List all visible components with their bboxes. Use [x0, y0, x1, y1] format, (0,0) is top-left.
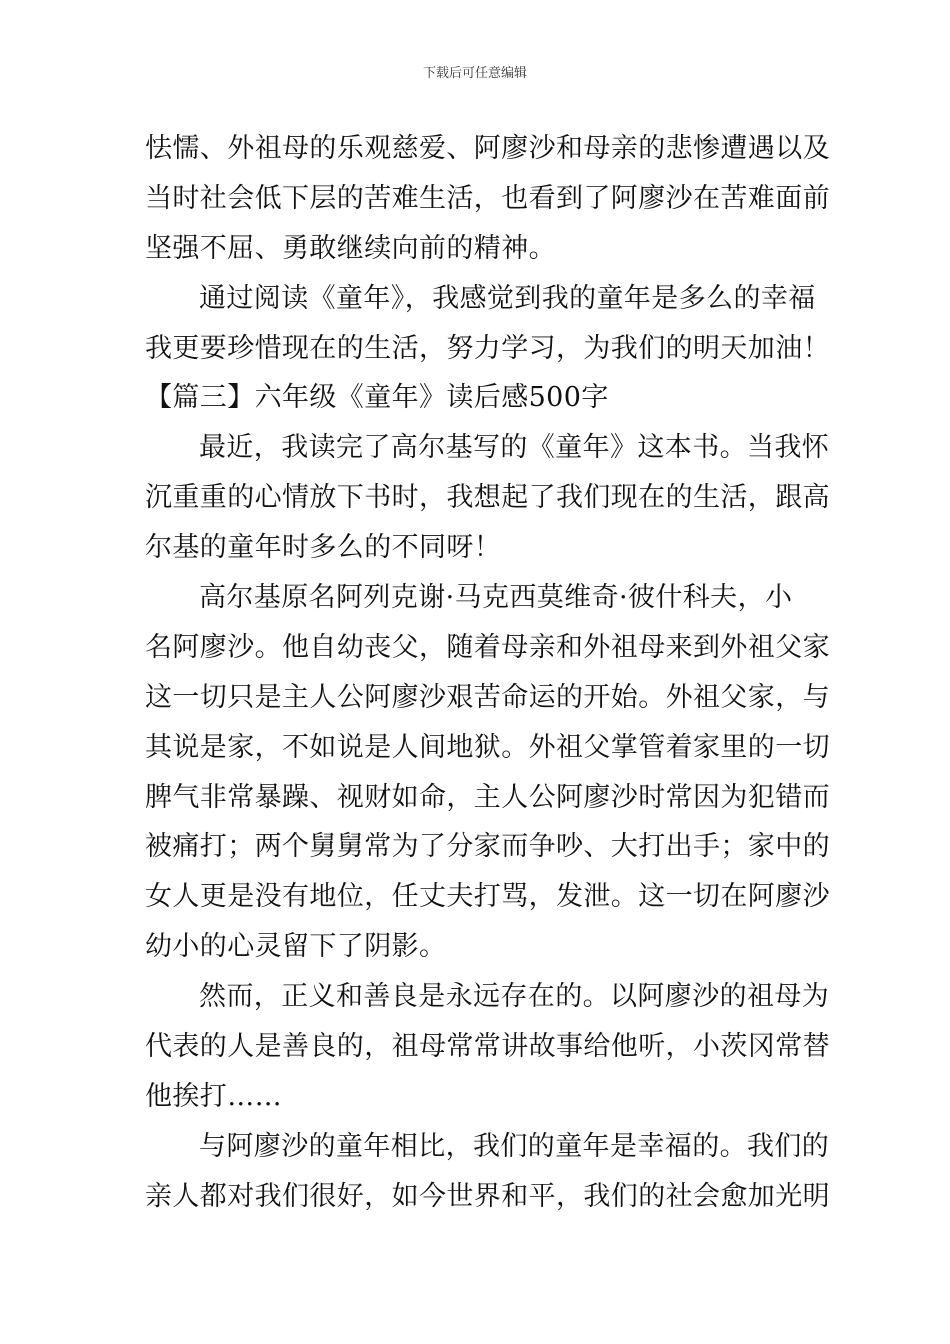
text-line: 【篇三】六年级《童年》读后感500字 — [145, 382, 609, 414]
text-line: 代表的人是善良的，祖母常常讲故事给他听，小茨冈常替 — [145, 1031, 830, 1063]
text-line: 通过阅读《童年》，我感觉到我的童年是多么的幸福 — [199, 282, 816, 314]
text-line: 最近，我读完了高尔基写的《童年》这本书。当我怀 — [199, 432, 830, 464]
text-line: 坚强不屈、勇敢继续向前的精神。 — [145, 232, 556, 264]
text-line: 我更要珍惜现在的生活，努力学习，为我们的明天加油！ — [145, 332, 830, 364]
text-line: 他挨打…… — [145, 1080, 282, 1112]
page-header: 下载后可任意编辑 — [422, 66, 527, 81]
text-line: 其说是家，不如说是人间地狱。外祖父掌管着家里的一切 — [145, 731, 830, 763]
text-line: 女人更是没有地位，任丈夫打骂，发泄。这一切在阿廖沙 — [145, 881, 830, 913]
text-line: 亲人都对我们很好，如今世界和平，我们的社会愈加光明 — [145, 1180, 830, 1212]
text-line: 高尔基原名阿列克谢·马克西莫维奇·彼什科夫，小 — [199, 582, 793, 614]
text-line: 尔基的童年时多么的不同呀！ — [145, 532, 502, 564]
text-line: 沉重重的心情放下书时，我想起了我们现在的生活，跟高 — [145, 482, 830, 514]
text-line: 幼小的心灵留下了阴影。 — [145, 931, 447, 963]
text-line: 名阿廖沙。他自幼丧父，随着母亲和外祖母来到外祖父家 — [145, 631, 830, 663]
text-line: 被痛打；两个舅舅常为了分家而争吵、大打出手；家中的 — [145, 831, 830, 863]
text-line: 怯懦、外祖母的乐观慈爱、阿廖沙和母亲的悲惨遭遇以及 — [145, 133, 830, 164]
text-line: 然而，正义和善良是永远存在的。以阿廖沙的祖母为 — [199, 981, 830, 1013]
text-line: 脾气非常暴躁、视财如命，主人公阿廖沙时常因为犯错而 — [145, 781, 830, 813]
document-body — [145, 124, 830, 1222]
text-line: 这一切只是主人公阿廖沙艰苦命运的开始。外祖父家，与 — [145, 681, 830, 713]
text-line: 与阿廖沙的童年相比，我们的童年是幸福的。我们的 — [199, 1130, 830, 1162]
text-line: 当时社会低下层的苦难生活，也看到了阿廖沙在苦难面前 — [145, 182, 830, 214]
